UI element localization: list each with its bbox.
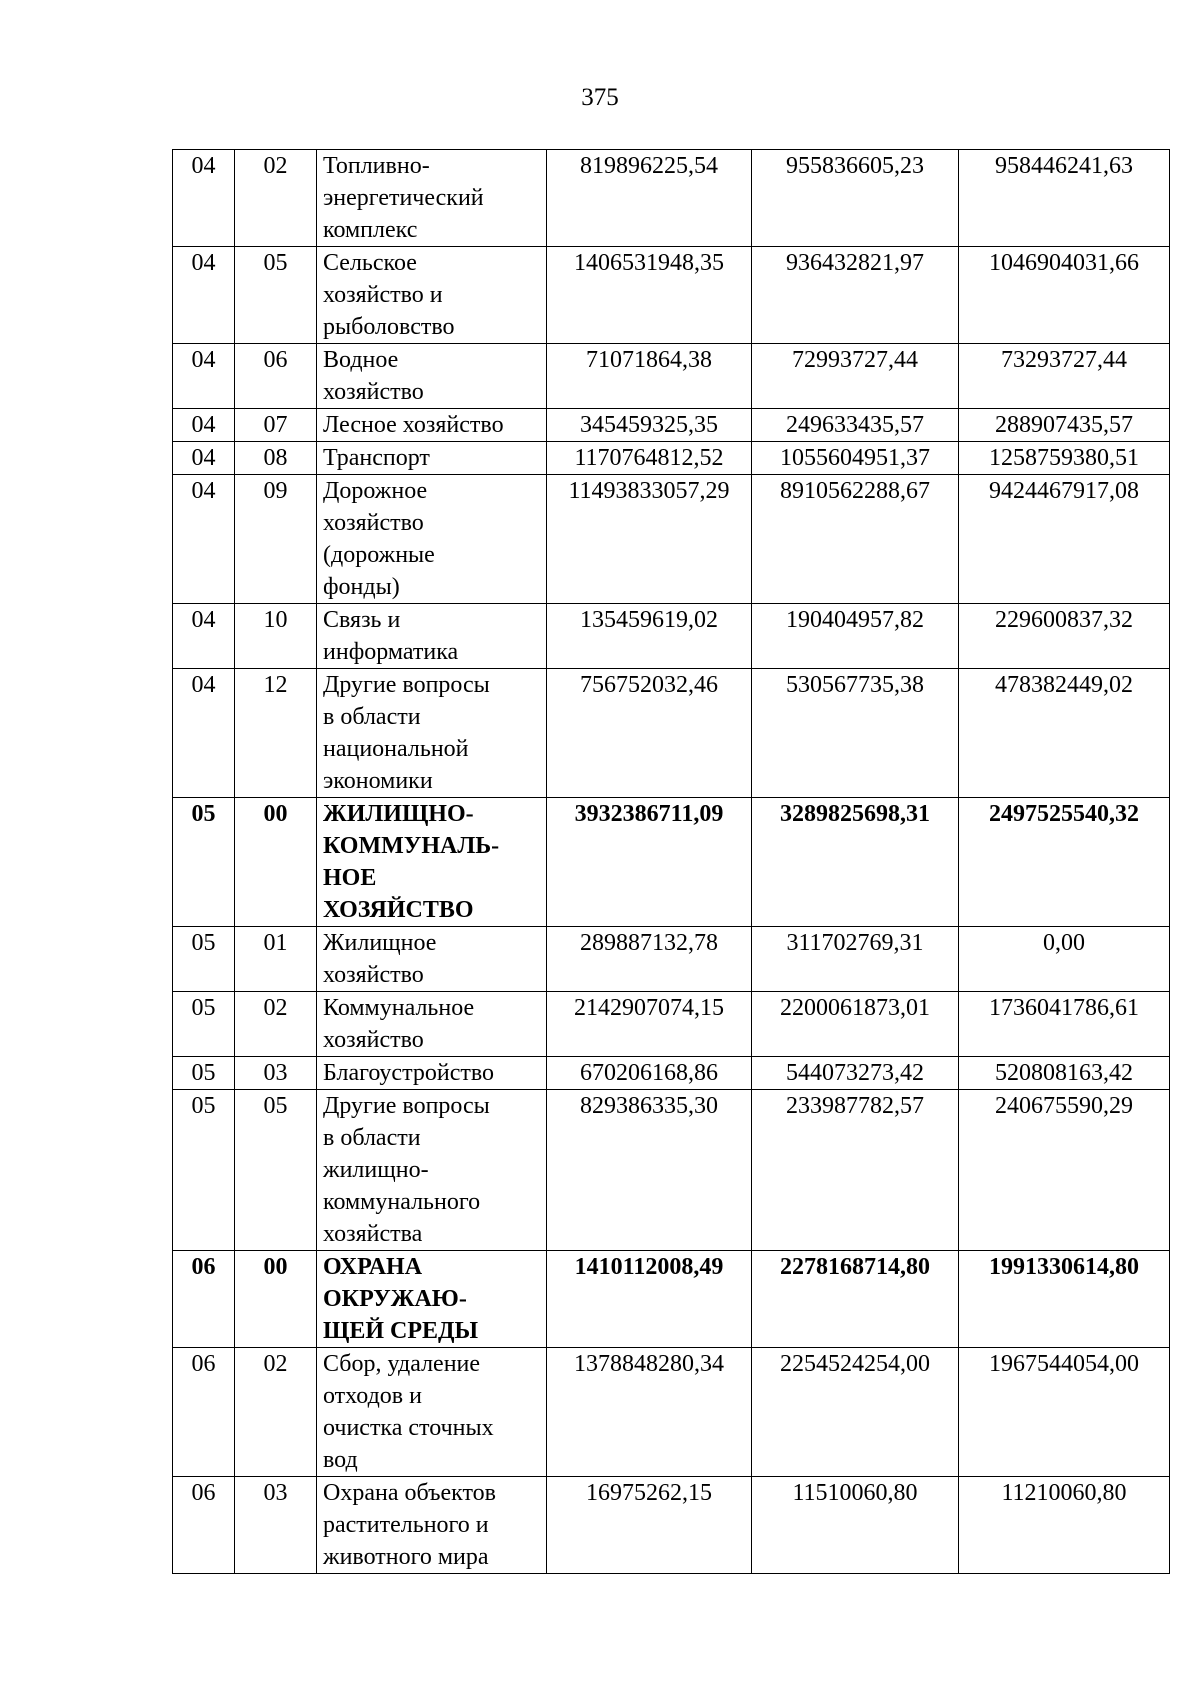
subsection-code-cell: 12 xyxy=(235,669,317,798)
amount-year1-cell: 1410112008,49 xyxy=(547,1251,752,1348)
table-row xyxy=(173,150,1170,247)
amount-year1-cell: 345459325,35 xyxy=(547,409,752,442)
table-row xyxy=(173,409,1170,442)
item-name-line: хозяйство xyxy=(323,962,424,988)
amount-year3-cell: 958446241,63 xyxy=(959,150,1170,247)
amount-year2-cell: 8910562288,67 xyxy=(752,475,959,604)
table-row xyxy=(173,927,1170,992)
table-row xyxy=(173,992,1170,1057)
amount-year2-cell: 190404957,82 xyxy=(752,604,959,669)
item-name-cell xyxy=(317,604,547,669)
item-name-cell xyxy=(317,1090,547,1251)
section-code-cell: 05 xyxy=(173,1057,235,1090)
amount-year2-cell: 311702769,31 xyxy=(752,927,959,992)
subsection-code-cell: 01 xyxy=(235,927,317,992)
item-name-line: Водное xyxy=(323,347,399,373)
item-name-line: Сельское xyxy=(323,250,417,276)
item-name-cell xyxy=(317,927,547,992)
item-name-cell xyxy=(317,669,547,798)
item-name-line: жилищно- xyxy=(323,1157,429,1183)
item-name-line: НОЕ xyxy=(323,865,377,891)
table-row xyxy=(173,1057,1170,1090)
amount-year2-cell: 1055604951,37 xyxy=(752,442,959,475)
item-name-line: в области xyxy=(323,704,421,730)
table-row xyxy=(173,1251,1170,1348)
item-name-line: ОХРАНА xyxy=(323,1254,423,1280)
section-code-cell: 04 xyxy=(173,409,235,442)
subsection-code-cell: 03 xyxy=(235,1477,317,1574)
table-row xyxy=(173,1090,1170,1251)
item-name-line: комплекс xyxy=(323,217,418,243)
item-name-line: хозяйство xyxy=(323,1027,424,1053)
amount-year3-cell: 288907435,57 xyxy=(959,409,1170,442)
amount-year1-cell: 16975262,15 xyxy=(547,1477,752,1574)
item-name-cell xyxy=(317,475,547,604)
amount-year1-cell: 135459619,02 xyxy=(547,604,752,669)
table-row xyxy=(173,247,1170,344)
item-name-cell xyxy=(317,1477,547,1574)
amount-year3-cell: 0,00 xyxy=(959,927,1170,992)
table-row xyxy=(173,798,1170,927)
item-name-cell xyxy=(317,992,547,1057)
item-name-line: (дорожные xyxy=(323,542,435,568)
amount-year3-cell: 1258759380,51 xyxy=(959,442,1170,475)
item-name-line: Сбор, удаление xyxy=(323,1351,481,1377)
item-name-line: Коммунальное xyxy=(323,995,475,1021)
item-name-line: Топливно- xyxy=(323,153,430,179)
item-name-line: энергетический xyxy=(323,185,484,211)
subsection-code-cell: 02 xyxy=(235,992,317,1057)
subsection-code-cell: 00 xyxy=(235,1251,317,1348)
amount-year2-cell: 3289825698,31 xyxy=(752,798,959,927)
item-name-line: национальной xyxy=(323,736,469,762)
subsection-code-cell: 08 xyxy=(235,442,317,475)
item-name-line: Охрана объектов xyxy=(323,1480,497,1506)
amount-year2-cell: 2254524254,00 xyxy=(752,1348,959,1477)
section-code-cell: 04 xyxy=(173,344,235,409)
subsection-code-cell: 02 xyxy=(235,150,317,247)
page-number: 375 xyxy=(581,84,619,111)
item-name-line: экономики xyxy=(323,768,433,794)
table-row xyxy=(173,442,1170,475)
section-code-cell: 06 xyxy=(173,1251,235,1348)
amount-year2-cell: 2278168714,80 xyxy=(752,1251,959,1348)
amount-year3-cell: 1991330614,80 xyxy=(959,1251,1170,1348)
amount-year1-cell: 3932386711,09 xyxy=(547,798,752,927)
item-name-cell xyxy=(317,1348,547,1477)
budget-table-body xyxy=(173,150,1170,1574)
amount-year3-cell: 240675590,29 xyxy=(959,1090,1170,1251)
subsection-code-cell: 10 xyxy=(235,604,317,669)
item-name-line: коммунального xyxy=(323,1189,481,1215)
amount-year1-cell: 2142907074,15 xyxy=(547,992,752,1057)
section-code-cell: 04 xyxy=(173,247,235,344)
table-row xyxy=(173,475,1170,604)
section-code-cell: 04 xyxy=(173,604,235,669)
amount-year2-cell: 233987782,57 xyxy=(752,1090,959,1251)
amount-year1-cell: 756752032,46 xyxy=(547,669,752,798)
section-code-cell: 05 xyxy=(173,992,235,1057)
item-name-cell xyxy=(317,150,547,247)
item-name-line: растительного и xyxy=(323,1512,489,1538)
amount-year1-cell: 670206168,86 xyxy=(547,1057,752,1090)
amount-year3-cell: 1967544054,00 xyxy=(959,1348,1170,1477)
section-code-cell: 04 xyxy=(173,442,235,475)
subsection-code-cell: 02 xyxy=(235,1348,317,1477)
amount-year3-cell: 73293727,44 xyxy=(959,344,1170,409)
item-name-line: вод xyxy=(323,1447,358,1473)
section-code-cell: 05 xyxy=(173,927,235,992)
amount-year1-cell: 1378848280,34 xyxy=(547,1348,752,1477)
section-code-cell: 06 xyxy=(173,1477,235,1574)
item-name-line: отходов и xyxy=(323,1383,422,1409)
amount-year3-cell: 520808163,42 xyxy=(959,1057,1170,1090)
subsection-code-cell: 05 xyxy=(235,247,317,344)
subsection-code-cell: 03 xyxy=(235,1057,317,1090)
item-name-line: рыболовство xyxy=(323,314,455,340)
amount-year2-cell: 530567735,38 xyxy=(752,669,959,798)
item-name-line: информатика xyxy=(323,639,459,665)
item-name-cell: Благоустройство xyxy=(317,1057,547,1090)
item-name-line: Другие вопросы xyxy=(323,1093,490,1119)
subsection-code-cell: 07 xyxy=(235,409,317,442)
item-name-line: ЖИЛИЩНО- xyxy=(323,801,474,827)
item-name-cell xyxy=(317,344,547,409)
amount-year3-cell: 229600837,32 xyxy=(959,604,1170,669)
amount-year2-cell: 955836605,23 xyxy=(752,150,959,247)
amount-year3-cell: 1736041786,61 xyxy=(959,992,1170,1057)
subsection-code-cell: 05 xyxy=(235,1090,317,1251)
item-name-line: хозяйство xyxy=(323,510,424,536)
subsection-code-cell: 06 xyxy=(235,344,317,409)
budget-table xyxy=(172,149,1170,1574)
amount-year1-cell: 1170764812,52 xyxy=(547,442,752,475)
amount-year1-cell: 1406531948,35 xyxy=(547,247,752,344)
item-name-line: в области xyxy=(323,1125,421,1151)
subsection-code-cell: 00 xyxy=(235,798,317,927)
subsection-code-cell: 09 xyxy=(235,475,317,604)
amount-year2-cell: 2200061873,01 xyxy=(752,992,959,1057)
amount-year1-cell: 829386335,30 xyxy=(547,1090,752,1251)
item-name-cell xyxy=(317,247,547,344)
item-name-line: Жилищное xyxy=(323,930,437,956)
item-name-line: Дорожное xyxy=(323,478,428,504)
amount-year3-cell: 11210060,80 xyxy=(959,1477,1170,1574)
amount-year3-cell: 9424467917,08 xyxy=(959,475,1170,604)
item-name-line: очистка сточных xyxy=(323,1415,494,1441)
table-row xyxy=(173,1348,1170,1477)
item-name-line: ХОЗЯЙСТВО xyxy=(323,897,474,923)
section-code-cell: 04 xyxy=(173,150,235,247)
item-name-line: Другие вопросы xyxy=(323,672,490,698)
item-name-line: животного мира xyxy=(323,1544,489,1570)
item-name-cell xyxy=(317,1251,547,1348)
amount-year2-cell: 936432821,97 xyxy=(752,247,959,344)
amount-year2-cell: 249633435,57 xyxy=(752,409,959,442)
section-code-cell: 04 xyxy=(173,669,235,798)
amount-year2-cell: 72993727,44 xyxy=(752,344,959,409)
amount-year3-cell: 2497525540,32 xyxy=(959,798,1170,927)
item-name-line: КОММУНАЛЬ- xyxy=(323,833,500,859)
amount-year1-cell: 289887132,78 xyxy=(547,927,752,992)
amount-year3-cell: 1046904031,66 xyxy=(959,247,1170,344)
item-name-line: ЩЕЙ СРЕДЫ xyxy=(323,1318,479,1344)
section-code-cell: 05 xyxy=(173,798,235,927)
item-name-cell: Лесное хозяйство xyxy=(317,409,547,442)
amount-year3-cell: 478382449,02 xyxy=(959,669,1170,798)
table-row xyxy=(173,604,1170,669)
table-row xyxy=(173,1477,1170,1574)
amount-year2-cell: 544073273,42 xyxy=(752,1057,959,1090)
table-row xyxy=(173,344,1170,409)
item-name-line: хозяйство и xyxy=(323,282,443,308)
table-row xyxy=(173,669,1170,798)
item-name-cell xyxy=(317,798,547,927)
item-name-line: хозяйство xyxy=(323,379,424,405)
amount-year1-cell: 11493833057,29 xyxy=(547,475,752,604)
section-code-cell: 06 xyxy=(173,1348,235,1477)
item-name-line: фонды) xyxy=(323,574,400,600)
item-name-line: хозяйства xyxy=(323,1221,423,1247)
item-name-cell: Транспорт xyxy=(317,442,547,475)
section-code-cell: 04 xyxy=(173,475,235,604)
amount-year2-cell: 11510060,80 xyxy=(752,1477,959,1574)
item-name-line: Связь и xyxy=(323,607,401,633)
amount-year1-cell: 71071864,38 xyxy=(547,344,752,409)
section-code-cell: 05 xyxy=(173,1090,235,1251)
amount-year1-cell: 819896225,54 xyxy=(547,150,752,247)
item-name-line: ОКРУЖАЮ- xyxy=(323,1286,467,1312)
